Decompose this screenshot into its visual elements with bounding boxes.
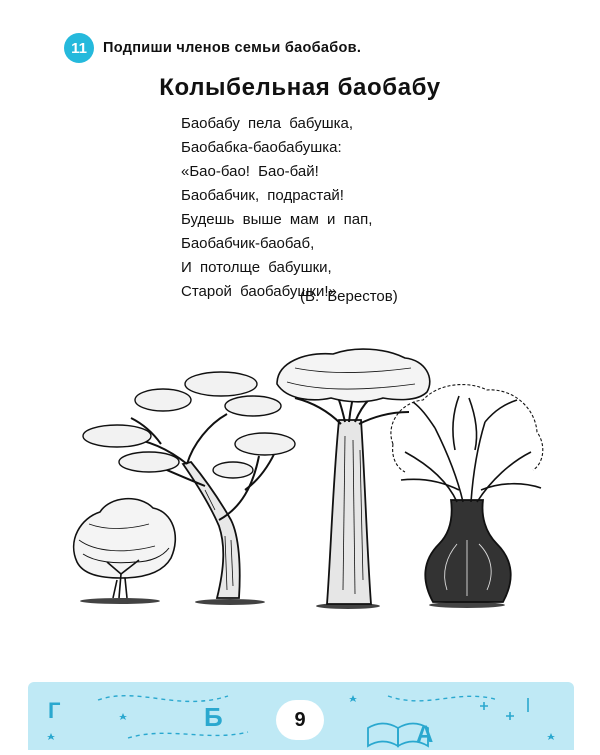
poem-line: Баобабчик, подрастай!	[181, 187, 344, 204]
footer-letter: Г	[48, 698, 61, 723]
page-number: 9	[276, 700, 324, 740]
math-symbols-icon	[480, 698, 528, 720]
poem-line: Будешь выше мам и пап,	[181, 211, 373, 228]
poem-line: Баобабчик-баобаб,	[181, 235, 315, 252]
poem-body	[181, 112, 372, 304]
star-icon	[119, 713, 127, 720]
poem-title: Колыбельная баобабу	[159, 74, 441, 101]
baobab-family-illustration	[55, 340, 555, 615]
poem-line: Баобабка-баобабушка:	[181, 139, 342, 156]
poem-line: Старой баобабушки!»	[181, 283, 337, 300]
footer-letter: Б	[204, 702, 223, 732]
poem-line: Баобабу пела бабушка,	[181, 115, 354, 132]
task-header	[64, 31, 361, 65]
task-number-badge: 11	[64, 33, 94, 63]
star-icon	[547, 733, 555, 740]
star-icon	[47, 733, 55, 740]
poem-line: «Бао-бао! Бао-бай!	[181, 163, 319, 180]
footer-letter: А	[416, 721, 434, 748]
poem-line: И потолще бабушки,	[181, 259, 332, 276]
tall-baobab-icon	[277, 349, 430, 604]
bottle-baobab-icon	[391, 385, 543, 602]
star-icon	[349, 695, 357, 702]
poem-author: (В. Берестов)	[300, 288, 398, 305]
task-instruction: Подпиши членов семьи баобабов.	[103, 40, 362, 56]
bush-icon	[74, 499, 176, 598]
